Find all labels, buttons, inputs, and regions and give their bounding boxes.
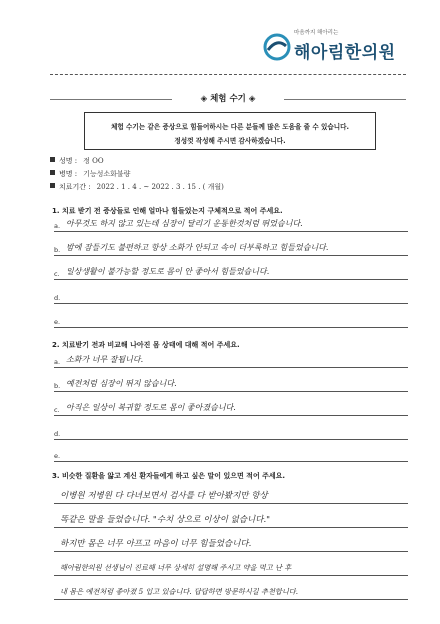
period-value: 2022 . 1 . 4 . ~ 2022 . 3 . 15 . ( 개월) [96,183,224,191]
title-rule-right [284,99,406,100]
free-answer-line-2[interactable] [54,510,408,528]
answer-line-2a[interactable] [54,352,408,368]
question-3: 3. 비슷한 질환을 앓고 계신 환자들에게 하고 싶은 말이 있으면 적어 주세요. [52,472,286,480]
bullet-square-icon [50,170,55,175]
line-label: c. [54,270,60,278]
handwritten-answer: 해아림한의원 선생님이 진료해 너무 상세히 설명해 주시고 약을 먹고 난 후 [60,563,292,572]
header-divider [50,74,406,75]
bullet-square-icon [50,157,55,162]
handwritten-answer: 똑같은 말을 들었습니다. "수치 상으로 이상이 없습니다." [60,515,271,525]
free-answer-line-3[interactable] [54,534,408,552]
handwritten-answer: 아무것도 하지 않고 있는데 심장이 달리기 운동한것처럼 뛰었습니다. [66,219,303,228]
answer-line-1c[interactable] [54,264,408,280]
line-label: b. [54,246,61,254]
clinic-logo [262,22,422,70]
form-title: ◈ 체험 수기 ◈ [200,94,256,104]
bullet-square-icon [50,183,55,188]
free-answer-line-1[interactable] [54,486,408,504]
disease-value: 기능성소화불량 [83,170,131,178]
notice-line-2: 정성껏 작성해 주시면 감사하겠습니다. [174,137,286,145]
period-label: 치료기간 : [59,183,91,191]
answer-line-2e[interactable] [54,446,408,462]
answer-line-2c[interactable] [54,400,408,416]
line-label: d. [54,294,61,302]
line-label: a. [54,222,61,230]
clinic-logo-icon [262,32,292,62]
info-disease-row [50,169,130,179]
handwritten-answer: 소화가 너무 잘됩니다. [66,355,144,364]
notice-box [84,112,376,150]
line-label: b. [54,382,61,390]
name-value: 정 OO [83,157,104,165]
line-label: c. [54,406,60,414]
line-label: d. [54,430,61,438]
answer-line-1e[interactable] [54,312,408,328]
clinic-tagline: 마음까지 해아리는 [294,30,339,36]
handwritten-answer: 일상생활이 불가능할 정도로 몸이 안 좋아서 힘들었습니다. [66,267,270,276]
handwritten-answer: 내 몸은 예전처럼 좋아졌 5 입고 있습니다. 답답하면 방문하시길 추천합니다. [60,587,299,596]
clinic-name: 해아림한의원 [294,43,396,63]
line-label: e. [54,318,61,326]
answer-line-1a[interactable] [54,216,408,232]
form-title-row [50,92,406,106]
handwritten-answer: 이병원 저병원 다 다녀보면서 검사를 다 받아봤지만 항상 [60,491,268,501]
line-label: e. [54,452,61,460]
handwritten-answer: 하지만 몸은 너무 아프고 마음이 너무 힘들었습니다. [60,539,252,549]
handwritten-answer: 아직은 일상이 복귀할 정도로 몸이 좋아졌습니다. [66,403,236,412]
answer-line-1b[interactable] [54,240,408,256]
free-answer-line-5[interactable] [54,582,408,600]
answer-line-1d[interactable] [54,288,408,304]
handwritten-answer: 예전처럼 심장이 뛰지 않습니다. [66,379,177,388]
disease-label: 병명 : [59,170,78,178]
title-rule-left [50,99,172,100]
line-label: a. [54,358,61,366]
question-1: 1. 치료 받기 전 증상들로 인해 얼마나 힘들었는지 구체적으로 적어 주세요. [52,207,283,215]
name-label: 성명 : [59,157,78,165]
info-name-row [50,156,104,166]
answer-line-2d[interactable] [54,424,408,440]
answer-line-2b[interactable] [54,376,408,392]
free-answer-line-4[interactable] [54,558,408,576]
question-2: 2. 치료받기 전과 비교해 나아진 몸 상태에 대해 적어 주세요. [52,341,240,349]
handwritten-answer: 밤에 잠들기도 불편하고 항상 소화가 안되고 속이 더부룩하고 힘들었습니다. [66,243,329,252]
info-period-row [50,182,224,192]
notice-line-1: 체험 수기는 같은 증상으로 힘들어하시는 다른 분들께 많은 도움을 줄 수 있습니다. [111,123,349,131]
